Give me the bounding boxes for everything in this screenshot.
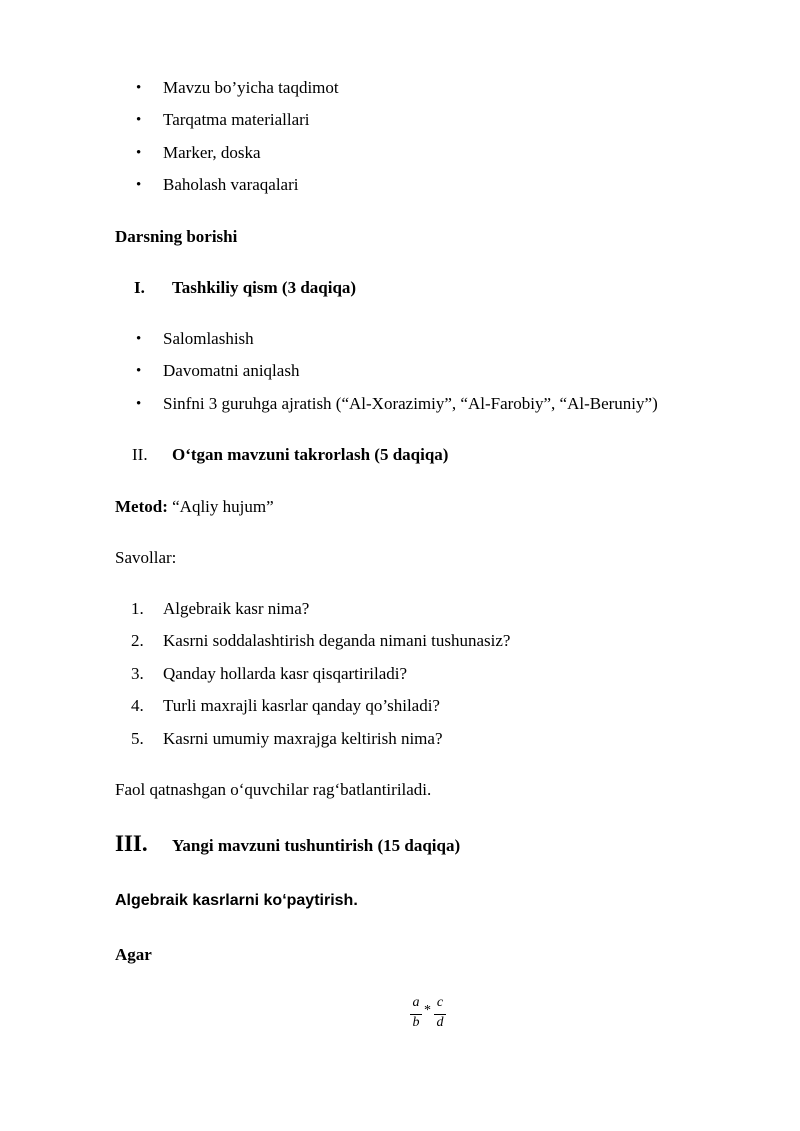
list-item: Sinfni 3 guruhga ajratish (“Al-Xorazimiy”, “Al-Farobiy”, “Al-Beruniy”) [163, 394, 658, 413]
agar-label: Agar [115, 945, 152, 964]
list-number: 3. [131, 664, 144, 683]
list-item: Salomlashish [163, 329, 254, 348]
section-title: Yangi mavzuni tushuntirish (15 daqiqa) [172, 836, 461, 855]
closing-note: Faol qatnashgan o‘quvchilar rag‘batlantiriladi. [115, 780, 432, 799]
list-item: Mavzu bo’yicha taqdimot [163, 78, 339, 97]
denominator-d: d [436, 1015, 444, 1030]
numerator-c: c [436, 995, 444, 1010]
list-item: Turli maxrajli kasrlar qanday qo’shiladi? [163, 696, 440, 715]
list-item: Davomatni aniqlash [163, 361, 300, 380]
section-numeral: I. [134, 278, 145, 297]
denominator-b: b [412, 1015, 420, 1030]
bullet-icon: • [136, 331, 142, 347]
list-item: Algebraik kasr nima? [163, 599, 310, 618]
list-item: Kasrni umumiy maxrajga keltirish nima? [163, 729, 443, 748]
multiply-operator: * [424, 1003, 431, 1018]
section-numeral: II. [132, 445, 148, 464]
list-item: Tarqatma materiallari [163, 110, 310, 129]
section-title: O‘tgan mavzuni takrorlash (5 daqiqa) [172, 445, 449, 464]
bullet-icon: • [136, 363, 142, 379]
method-label: Metod: [115, 497, 168, 516]
questions-label: Savollar: [115, 548, 177, 567]
list-item: Kasrni soddalashtirish deganda nimani tushunasiz? [163, 631, 511, 650]
bullet-icon: • [136, 145, 142, 161]
bullet-icon: • [136, 396, 142, 412]
list-number: 4. [131, 696, 144, 715]
bullet-icon: • [136, 80, 142, 96]
numerator-a: a [412, 995, 420, 1010]
section-title: Tashkiliy qism (3 daqiqa) [172, 278, 357, 297]
bullet-icon: • [136, 177, 142, 193]
lesson-flow-heading: Darsning borishi [115, 227, 238, 246]
list-number: 1. [131, 599, 144, 618]
list-item: Qanday hollarda kasr qisqartiriladi? [163, 664, 408, 683]
method-value: “Aqliy hujum” [167, 497, 274, 516]
list-number: 2. [131, 631, 144, 650]
method-line [115, 497, 274, 517]
list-item: Baholash varaqalari [163, 175, 299, 194]
list-number: 5. [131, 729, 144, 748]
list-item: Marker, doska [163, 143, 261, 162]
section-numeral: III. [115, 831, 148, 856]
bullet-icon: • [136, 112, 142, 128]
section-subtitle: Algebraik kasrlarni ko‘paytirish. [115, 892, 358, 909]
